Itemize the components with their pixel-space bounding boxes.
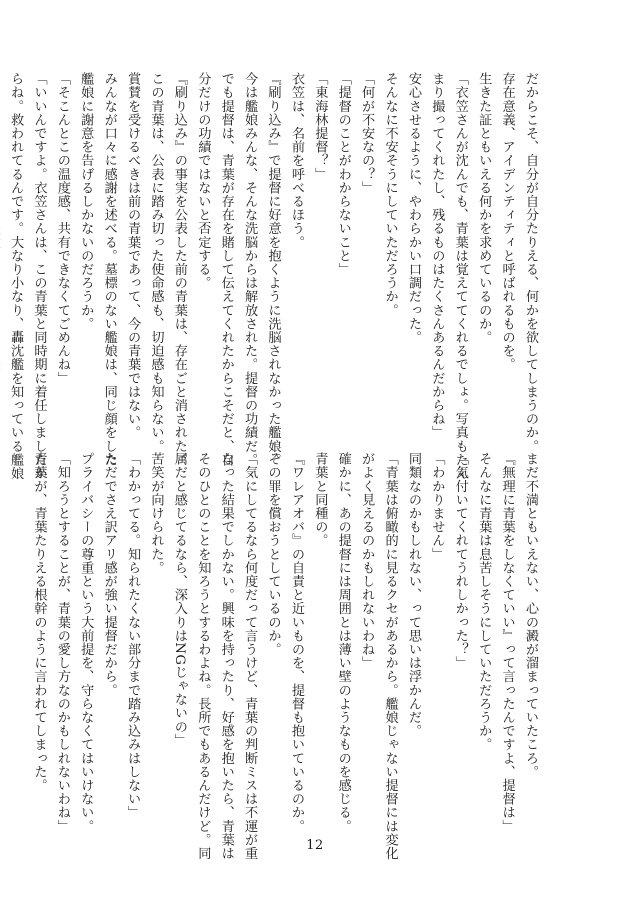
text-line: 青葉が、青葉たりえる根幹のように言われてしまった。 <box>31 452 47 792</box>
text-line <box>0 72 4 472</box>
text-line: 賞賛を受けるべきは前の青葉であって、今の青葉ではない。 <box>125 72 141 440</box>
text-line: 『刷り込み』で提督に好意を抱くように洗脳されなかった艦娘。 <box>265 72 281 467</box>
text-line: みんなが口々に感謝を述べる。墓標のない艦娘は、同じ顔をした <box>101 72 117 467</box>
text-line: だからこそ、自分が自分たりえる、何かを欲してしまうのか。 <box>523 72 538 453</box>
text-line: 「気付いてくれてうれしかった？」 <box>452 452 468 670</box>
page-number: 12 <box>306 838 324 853</box>
text-block-top <box>0 72 542 480</box>
text-line: 「気にしてるなら何度だって言うけど、青葉の判断ミスは不運が重 <box>242 452 258 860</box>
text-line: 「青葉は俯瞰的に見るクセがあるから。艦娘じゃない提督には変化 <box>382 452 398 860</box>
text-line: その罪を償おうとしているのか。 <box>265 452 281 656</box>
text-line: 確かに、あの提督には周囲とは薄い壁のようなものを感じる。 <box>335 452 351 833</box>
text-line: らね。救われてるんです。大なり小なり、轟沈艦を知っている艦娘 <box>8 72 24 480</box>
text-line: この青葉は、公表に踏み切った使命感も、切迫感も知らない。 <box>148 72 164 453</box>
text-line: 「わかりません」 <box>429 452 445 561</box>
text-line: 青葉と同種の。 <box>312 452 328 548</box>
text-line: ただでさえ訳アリ感が強い提督だから。 <box>101 452 117 697</box>
text-line: 安心させるように、やわらかい口調だった。 <box>405 72 421 344</box>
text-line: 「いいんですよ。衣笠さんは、この青葉と同時期に着任しましたか <box>31 72 47 480</box>
text-line: そんなに青葉は息苦しそうにしていただろうか。 <box>476 452 492 752</box>
text-line: 艦娘に謝意を告げるしかないのだろうか。 <box>78 72 94 331</box>
text-line: 『ワレアオバ』の自責と近いものを、提督も抱いているのか。 <box>288 452 304 833</box>
text-line: そのひとのことを知ろうとするわよね。長所でもあるんだけど。同 <box>195 452 211 860</box>
text-line: でも提督は、青葉が存在を賭して伝えてくれたからこそだと、自 <box>218 72 234 467</box>
text-line: 苦笑が向けられた。 <box>148 452 164 575</box>
text-line: 『無理に青葉をしなくていい』って言ったんですよ、提督は」 <box>499 452 515 833</box>
text-line: 属だと感じてるなら、深入りはNGじゃないの」 <box>171 452 187 747</box>
text-line: がよく見えるのかもしれないわね」 <box>359 452 375 670</box>
text-line: まり撮ってくれたし、残るものはたくさんあるんだからね」 <box>429 72 445 440</box>
text-line: なった結果でしかない。興味を持ったり、好感を抱いたら、青葉は <box>218 452 234 860</box>
text-line: 今は艦娘みんな、そんな洗脳からは解放された。提督の功績だ。 <box>242 72 258 467</box>
text-line: 分だけの功績ではないと否定する。 <box>195 72 211 290</box>
text-line: 「何が不安なの？」 <box>359 72 375 195</box>
text-line: 「わかってる。知られたくない部分まで踏み込みはしない」 <box>125 452 141 820</box>
text-line: まだ不満ともいえない、心の澱が溜まっていたころ。 <box>523 452 538 779</box>
text-line: 生きた証ともいえる何かを求めているのか。 <box>476 72 492 344</box>
text-line: 『刷り込み』の事実を公表した前の青葉は、存在ごと消された。 <box>171 72 187 467</box>
text-line: 「提督のことがわからないこと」 <box>335 72 351 276</box>
text-line: 「東海林提督？」 <box>312 72 328 181</box>
text-line: 存在意義、アイデンティティと呼ばれるものを。 <box>499 72 515 372</box>
text-line: 同類なのかもしれない、って思いは浮かんだ。 <box>405 452 421 738</box>
text-line: 「そこんとこの温度感、共有できなくてごめんね」 <box>54 72 70 385</box>
text-line: そんなに不安そうにしていただろうか。 <box>382 72 398 317</box>
text-line: 「知ろうとすることが、青葉の愛し方なのかもしれないわね」 <box>54 452 70 833</box>
text-line: 衣笠は、名前を呼べるほう。 <box>288 72 304 249</box>
text-line: プライバシーの尊重という大前提を、守らなくてはいけない。 <box>78 452 94 833</box>
text-line: 「衣笠さんが沈んでも、青葉は覚えててくれるでしょ。写真もたん <box>452 72 468 480</box>
